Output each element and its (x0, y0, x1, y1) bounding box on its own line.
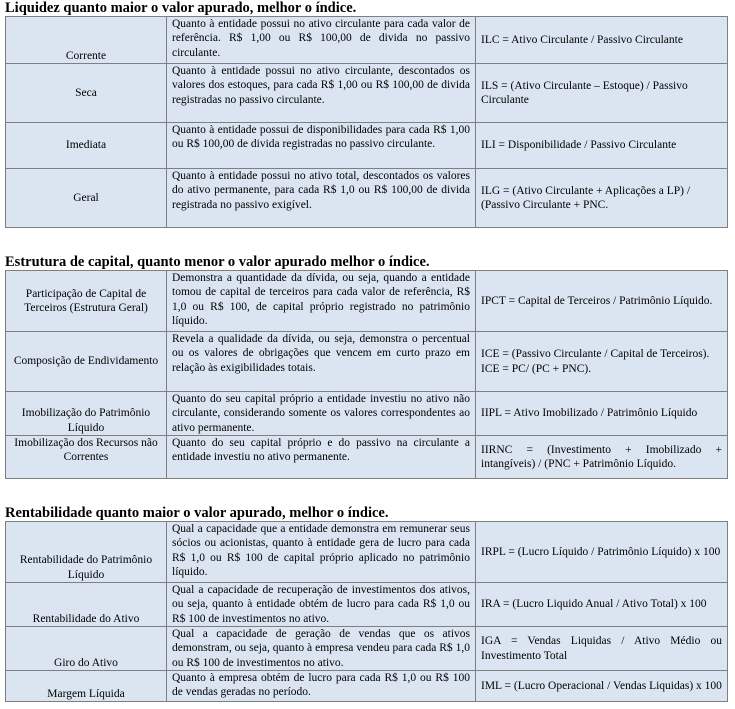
index-formula (476, 332, 728, 392)
index-formula: ILG = (Ativo Circulante + Aplicações a LP) / (Passivo Circulante + PNC. (476, 169, 728, 228)
table-row (6, 271, 728, 332)
indices-table (5, 270, 728, 479)
section-title: Rentabilidade quanto maior o valor apurado, melhor o índice. (5, 505, 389, 521)
section-title: Estrutura de capital, quanto menor o valor apurado melhor o índice. (5, 254, 430, 270)
index-formula: ILI = Disponibilidade / Passivo Circulante (476, 123, 728, 169)
index-name: Geral (6, 169, 167, 228)
indices-table (5, 521, 728, 702)
index-description: Qual a capacidade que a entidade demonstra em remunerar seus sócios ou acionistas, quanto à entidade gera de lucro para cada R$ 1,0 ou R$ 100 de capital próprio aplicado no patrimônio líquido. (167, 522, 476, 583)
table-row (6, 671, 728, 702)
formula-line: ICE = PC/ (PC + PNC). (481, 362, 592, 375)
index-description: Quanto do seu capital próprio e do passivo na circulante a entidade investiu no ativo permanente. (167, 436, 476, 479)
index-name: Imobilização do Patrimônio Líquido (6, 392, 167, 436)
index-formula: IGA = Vendas Liquidas / Ativo Médio ou Investimento Total (476, 627, 728, 671)
index-name: Imobilização dos Recursos não Correntes (6, 436, 167, 479)
index-formula: ILS = (Ativo Circulante – Estoque) / Passivo Circulante (476, 64, 728, 123)
table-row (6, 123, 728, 169)
section-title: Liquidez quanto maior o valor apurado, melhor o índice. (5, 0, 357, 16)
table-row (6, 392, 728, 436)
index-name: Margem Líquida (6, 671, 167, 702)
index-formula: ILC = Ativo Circulante / Passivo Circulante (476, 17, 728, 64)
index-description: Revela a qualidade da dívida, ou seja, demonstra o percentual ou os valores de obrigações que vencem em curto prazo em relação às exigibilidades totais. (167, 332, 476, 392)
table-row (6, 169, 728, 228)
table-row (6, 436, 728, 479)
index-description: Demonstra a quantidade da dívida, ou seja, quando a entidade tomou de capital de terceiros para cada valor de referência, R$ 1,0 ou R$ 100, de capital próprio registrado no patrimônio líquido. (167, 271, 476, 332)
index-formula: IRPL = (Lucro Líquido / Patrimônio Líquido) x 100 (476, 522, 728, 583)
table-row (6, 583, 728, 627)
table-row (6, 627, 728, 671)
index-name: Giro do Ativo (6, 627, 167, 671)
index-name: Seca (6, 64, 167, 123)
index-formula: IML = (Lucro Operacional / Vendas Liquidas) x 100 (476, 671, 728, 702)
index-formula: IIPL = Ativo Imobilizado / Patrimônio Líquido (476, 392, 728, 436)
index-name: Imediata (6, 123, 167, 169)
table-row (6, 17, 728, 64)
index-description: Quanto à entidade possui de disponibilidades para cada R$ 1,00 ou R$ 100,00 de divida registradas no passivo circulante. (167, 123, 476, 169)
table-row (6, 522, 728, 583)
formula-line: ICE = (Passivo Circulante / Capital de Terceiros). (481, 348, 710, 361)
indices-table (5, 16, 728, 228)
index-description: Quanto à entidade possui no ativo circulante para cada valor de referência. R$ 1,00 ou R$ 100,00 de divida no passivo circulante. (167, 17, 476, 64)
index-description: Qual a capacidade de geração de vendas que os ativos demonstram, ou seja, quanto à empresa vendeu para cada R$ 1,0 ou R$ 100 de investimentos no ativo. (167, 627, 476, 671)
index-formula: IPCT = Capital de Terceiros / Patrimônio Líquido. (476, 271, 728, 332)
index-name: Composição de Endividamento (6, 332, 167, 392)
index-description: Qual a capacidade de recuperação de investimentos dos ativos, ou seja, quanto à entidade obtém de lucro para cada R$ 1,0 ou R$ 100 de investimentos no ativo. (167, 583, 476, 627)
index-description: Quanto à entidade possui no ativo total, descontados os valores do ativo permanente, para cada R$ 1,0 ou R$ 100,00 de divida registrada no passivo exigível. (167, 169, 476, 228)
index-name: Participação de Capital de Terceiros (Estrutura Geral) (6, 271, 167, 332)
index-name: Rentabilidade do Ativo (6, 583, 167, 627)
index-formula: IRA = (Lucro Liquido Anual / Ativo Total) x 100 (476, 583, 728, 627)
index-formula: IIRNC = (Investimento + Imobilizado + intangíveis) / (PNC + Patrimônio Líquido. (476, 436, 728, 479)
index-description: Quanto do seu capital próprio a entidade investiu no ativo não circulante, considerando somente os valores correspondentes ao ativo permanente. (167, 392, 476, 436)
table-row (6, 64, 728, 123)
index-name: Corrente (6, 17, 167, 64)
table-row (6, 332, 728, 392)
index-description: Quanto à entidade possui no ativo circulante, descontados os valores dos estoques, para cada R$ 1,00 ou R$ 100,00 de divida registradas no passivo circulante. (167, 64, 476, 123)
index-name: Rentabilidade do Patrimônio Líquido (6, 522, 167, 583)
index-description: Quanto à empresa obtém de lucro para cada R$ 1,0 ou R$ 100 de vendas geradas no período. (167, 671, 476, 702)
